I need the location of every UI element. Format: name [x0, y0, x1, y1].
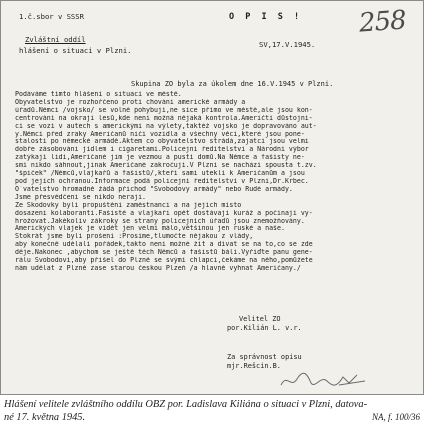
copy-signer: mjr.Rešcin.B.	[227, 362, 281, 370]
copy-label: O P I S !	[229, 12, 303, 22]
body-line: Obyvatelstvo je rozhořčeno proti chování americké armády a	[15, 98, 246, 106]
body-line: Jsme přesvědčeni se nikdo neraji.	[15, 193, 147, 201]
body-line: hrožovat.Jakékoliv zákroky se strany policejních úřadů jsou znemožňovány.	[15, 217, 305, 225]
subject-line: hlášení o situaci v Plzni.	[19, 46, 132, 55]
body-line: děje.Nakonec ,abychom se ještě těch Němců a fašistů báli.Vyřiďte panu gene-	[15, 249, 313, 257]
body-line: dosazeni kolaboranti.Fašisté a vlajkaři opět dostávají kuráž a počínají vy-	[15, 209, 313, 217]
body-line: centrování na okraji lesů,kde není možná nějaká kontrola.Američtí důstojní-	[15, 114, 313, 122]
document-date: SV,17.V.1945.	[259, 40, 316, 49]
body-line: O´vatelstvo hromadně žádá příchod "Svobodovy armády" nebo Rudé armády.	[15, 185, 293, 193]
opening-line: Skupina ZO byla za úkolem dne 16.V.1945 v Plzni.	[131, 80, 334, 88]
caption-line-1: Hlášení velitele zvláštního oddílu OBZ por. Ladislava Kiliána o situaci v Plzni, datova-	[4, 399, 368, 410]
body-line: pod jejich ochranou.Informace podá policejní ředitelství v Plzni,Dr.Krbec.	[15, 177, 309, 185]
signature-title: Velitel ZO	[239, 315, 281, 323]
body-line: dobře zásobováni jídlem i cigaretami.Policejní ředitelství a Národní výbor	[15, 146, 309, 154]
sender-org: 1.č.sbor v SSSR	[19, 12, 84, 21]
body-text	[15, 91, 415, 273]
body-line: zatýkají lidi,Američané jim je vezmou a pustí domů.Na Němce a fašisty ne-	[15, 154, 305, 162]
archive-reference: NA, f. 100/36	[371, 412, 420, 422]
body-line: Stokrát jsme byli prošeni :Prosíme,tlumočte nějakou z vlády,	[15, 233, 254, 241]
handwritten-number: 258	[358, 5, 407, 39]
figure-caption	[4, 398, 420, 424]
body-line: "špiček" /Němců,vlajkařů a fašistů/,kteří sami utekli k Američanům a jsou	[15, 170, 305, 178]
body-line: Podáváme tímto hlášení o situaci ve městě.	[15, 91, 182, 98]
body-line: úřadů.Němci /vojsko/ se volně pohybují,ne sice přímo ve městě,ale jsou kon-	[15, 106, 313, 114]
body-line: ci se vozí v autech s americkými na výlety,taktéž vojsko je dopravováno aut-	[15, 122, 317, 130]
caption-line-2: né 17. května 1945.	[4, 412, 86, 423]
body-line: stalosti po německé armádě.Aktem co obyvatelstvo strádá,zajatci jsou velmi	[15, 138, 309, 146]
body-line: Ze Škodovky byli propuštěni zaměstnanci a na jejich místo	[15, 201, 242, 209]
body-line: y.Němci před zraky Američanů ničí vozidla a všechny věci,které jsou pone-	[15, 130, 305, 138]
body-line: aby konečně udělali pořádek,takto není možné žít a dívat se na to,co se zde	[15, 241, 313, 249]
body-line: nám udělat z Plzně zase starou českou Plzeň /a hlavně vyhnat Američany./	[15, 264, 301, 272]
body-line: smí nikdo sáhnout,jinak Američané zakročují.V Plzni se nachází spousta t.zv.	[15, 162, 317, 170]
department-title: Zvláštní oddíl	[25, 35, 86, 44]
signature-name: por.Kilián L. v.r.	[227, 324, 302, 332]
copy-note: Za správnost opisu	[227, 353, 302, 361]
caption-line-2-row	[4, 411, 420, 424]
body-line: rálu Svobodovi,aby přišel do Plzně se svými chlapci,čekáme na něho,pomůžete	[15, 257, 313, 265]
body-line: Amerických vlajek je vidět jen velmi málo,většinou jen ruské a naše.	[15, 225, 285, 233]
handwritten-signature-icon	[277, 369, 369, 391]
